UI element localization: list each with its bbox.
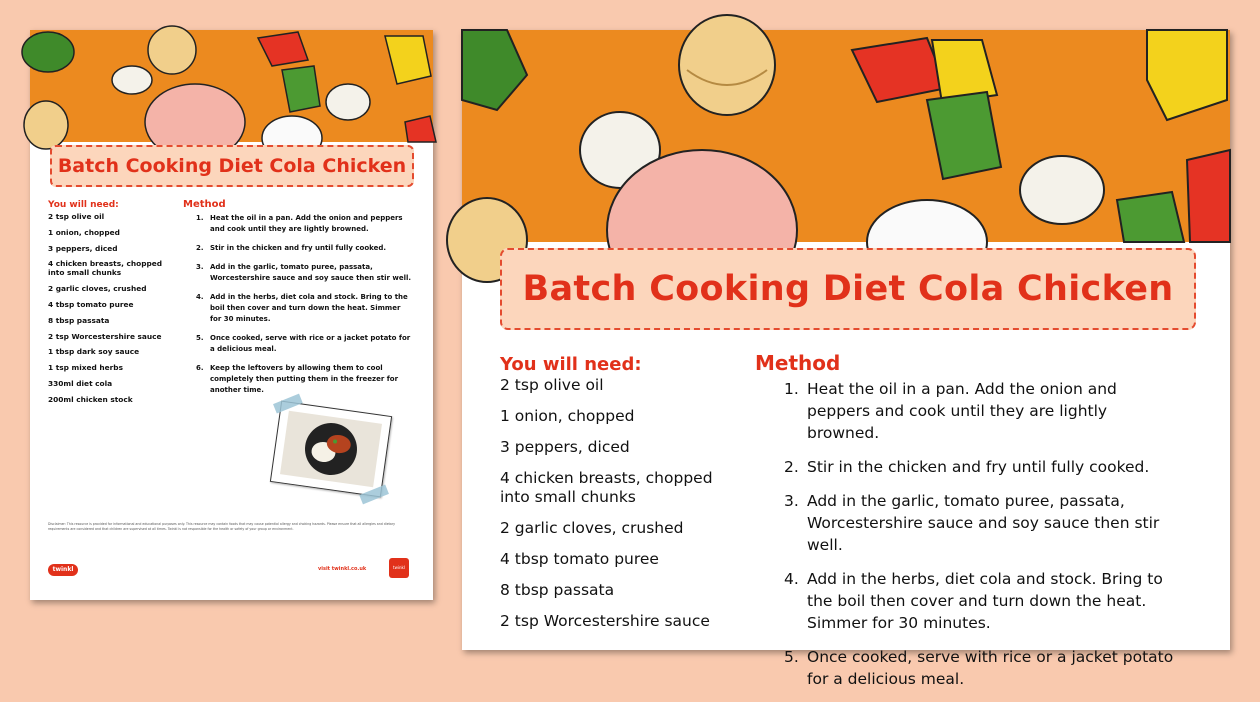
ingredients-heading: You will need: [48, 200, 119, 210]
ingredient-item: 1 tsp mixed herbs [48, 363, 123, 373]
step-text: Heat the oil in a pan. Add the onion and peppers and cook until they are lightly browned. [807, 380, 1117, 442]
step-number: 5. [196, 334, 204, 342]
ingredient-item: 4 chicken breasts, chopped into small chunks [48, 259, 163, 278]
method-step [784, 378, 1184, 444]
ingredient-item: 1 onion, chopped [48, 227, 120, 237]
ingredient-item: 2 garlic cloves, crushed [500, 519, 684, 537]
step-number: 5. [784, 648, 799, 666]
step-text: Once cooked, serve with rice or a jacket potato for a delicious meal. [807, 648, 1174, 688]
step-number: 4. [784, 570, 799, 588]
step-number: 3. [784, 492, 799, 510]
twinkl-logo: twinkl [48, 564, 78, 576]
step-number: 3. [196, 263, 204, 271]
ingredients-heading: You will need: [500, 354, 642, 375]
food-banner [30, 30, 433, 142]
step-text: Add in the herbs, diet cola and stock. Bring to the boil then cover and turn down the heat. Simmer for 30 minutes. [807, 570, 1163, 632]
ingredient-item: 2 tsp Worcestershire sauce [48, 331, 162, 341]
method-step [196, 333, 414, 355]
recipe-sheet-thumbnail [30, 30, 433, 600]
method-step [784, 646, 1184, 690]
method-steps [784, 378, 1184, 702]
ingredients-list [500, 376, 730, 643]
ingredient-item: 2 garlic cloves, crushed [48, 284, 147, 294]
step-number: 6. [196, 364, 204, 372]
ingredient-item: 2 tsp Worcestershire sauce [500, 612, 710, 630]
twinkl-badge: twinkl [389, 558, 409, 578]
ingredient-item: 2 tsp olive oil [500, 376, 604, 394]
method-step [784, 456, 1184, 478]
recipe-title: Batch Cooking Diet Cola Chicken [500, 248, 1196, 330]
step-number: 1. [196, 214, 204, 222]
method-step [196, 243, 414, 254]
footer-link[interactable]: visit twinkl.co.uk [318, 566, 367, 572]
method-heading: Method [183, 199, 226, 210]
ingredient-item: 1 tbsp dark soy sauce [48, 347, 140, 357]
method-heading: Method [755, 351, 841, 375]
recipe-sheet-zoomed [462, 30, 1230, 688]
step-number: 2. [196, 244, 204, 252]
step-text: Add in the garlic, tomato puree, passata, Worcestershire sauce and soy sauce then stir well. [210, 263, 412, 282]
step-text: Keep the leftovers by allowing them to cool completely then putting them in the freezer for another time. [210, 364, 399, 394]
ingredient-item: 330ml diet cola [48, 378, 113, 388]
ingredient-item: 1 onion, chopped [500, 407, 635, 425]
step-text: Heat the oil in a pan. Add the onion and peppers and cook until they are lightly browned. [210, 214, 403, 233]
ingredient-item: 4 tbsp tomato puree [500, 550, 659, 568]
ingredient-item: 8 tbsp passata [48, 315, 110, 325]
step-text: Add in the herbs, diet cola and stock. Bring to the boil then cover and turn down the heat. Simmer for 30 minutes. [210, 293, 408, 323]
bowl-illustration [271, 402, 391, 497]
ingredient-item: 8 tbsp passata [500, 581, 615, 599]
method-step [784, 568, 1184, 634]
method-step [196, 292, 414, 325]
step-number: 4. [196, 293, 204, 301]
step-number: 1. [784, 380, 799, 398]
step-text: Add in the garlic, tomato puree, passata, Worcestershire sauce and soy sauce then stir well. [807, 492, 1160, 554]
method-step [784, 490, 1184, 556]
method-step [196, 363, 414, 396]
method-step [196, 213, 414, 235]
ingredient-item: 2 tsp olive oil [48, 212, 105, 221]
step-text: Stir in the chicken and fry until fully cooked. [210, 244, 387, 252]
food-illustration [462, 30, 1230, 242]
ingredients-list [48, 212, 168, 411]
method-steps [196, 213, 414, 404]
step-text: Stir in the chicken and fry until fully cooked. [807, 458, 1150, 476]
disclaimer-text: Disclaimer: This resource is provided for informational and educational purposes only. This resource may contain foods that may cause potential allergy and choking hazards. Please ensure that all allergies and dietary requirements are considered and that children are supervised at all times. Twinkl is not responsible for the health or safety of your group or environment. [48, 522, 396, 532]
food-banner [462, 30, 1230, 242]
step-number: 2. [784, 458, 799, 476]
method-step [196, 262, 414, 284]
step-text: Once cooked, serve with rice or a jacket potato for a delicious meal. [210, 334, 411, 353]
ingredient-item: 3 peppers, diced [500, 438, 630, 456]
recipe-title: Batch Cooking Diet Cola Chicken [50, 145, 414, 187]
ingredient-item: 3 peppers, diced [48, 243, 118, 253]
ingredient-item: 4 tbsp tomato puree [48, 299, 134, 309]
ingredient-item: 4 chicken breasts, chopped into small chunks [500, 469, 713, 506]
dish-photo [270, 401, 392, 498]
ingredient-item: 200ml chicken stock [48, 394, 133, 404]
food-illustration [30, 30, 433, 142]
